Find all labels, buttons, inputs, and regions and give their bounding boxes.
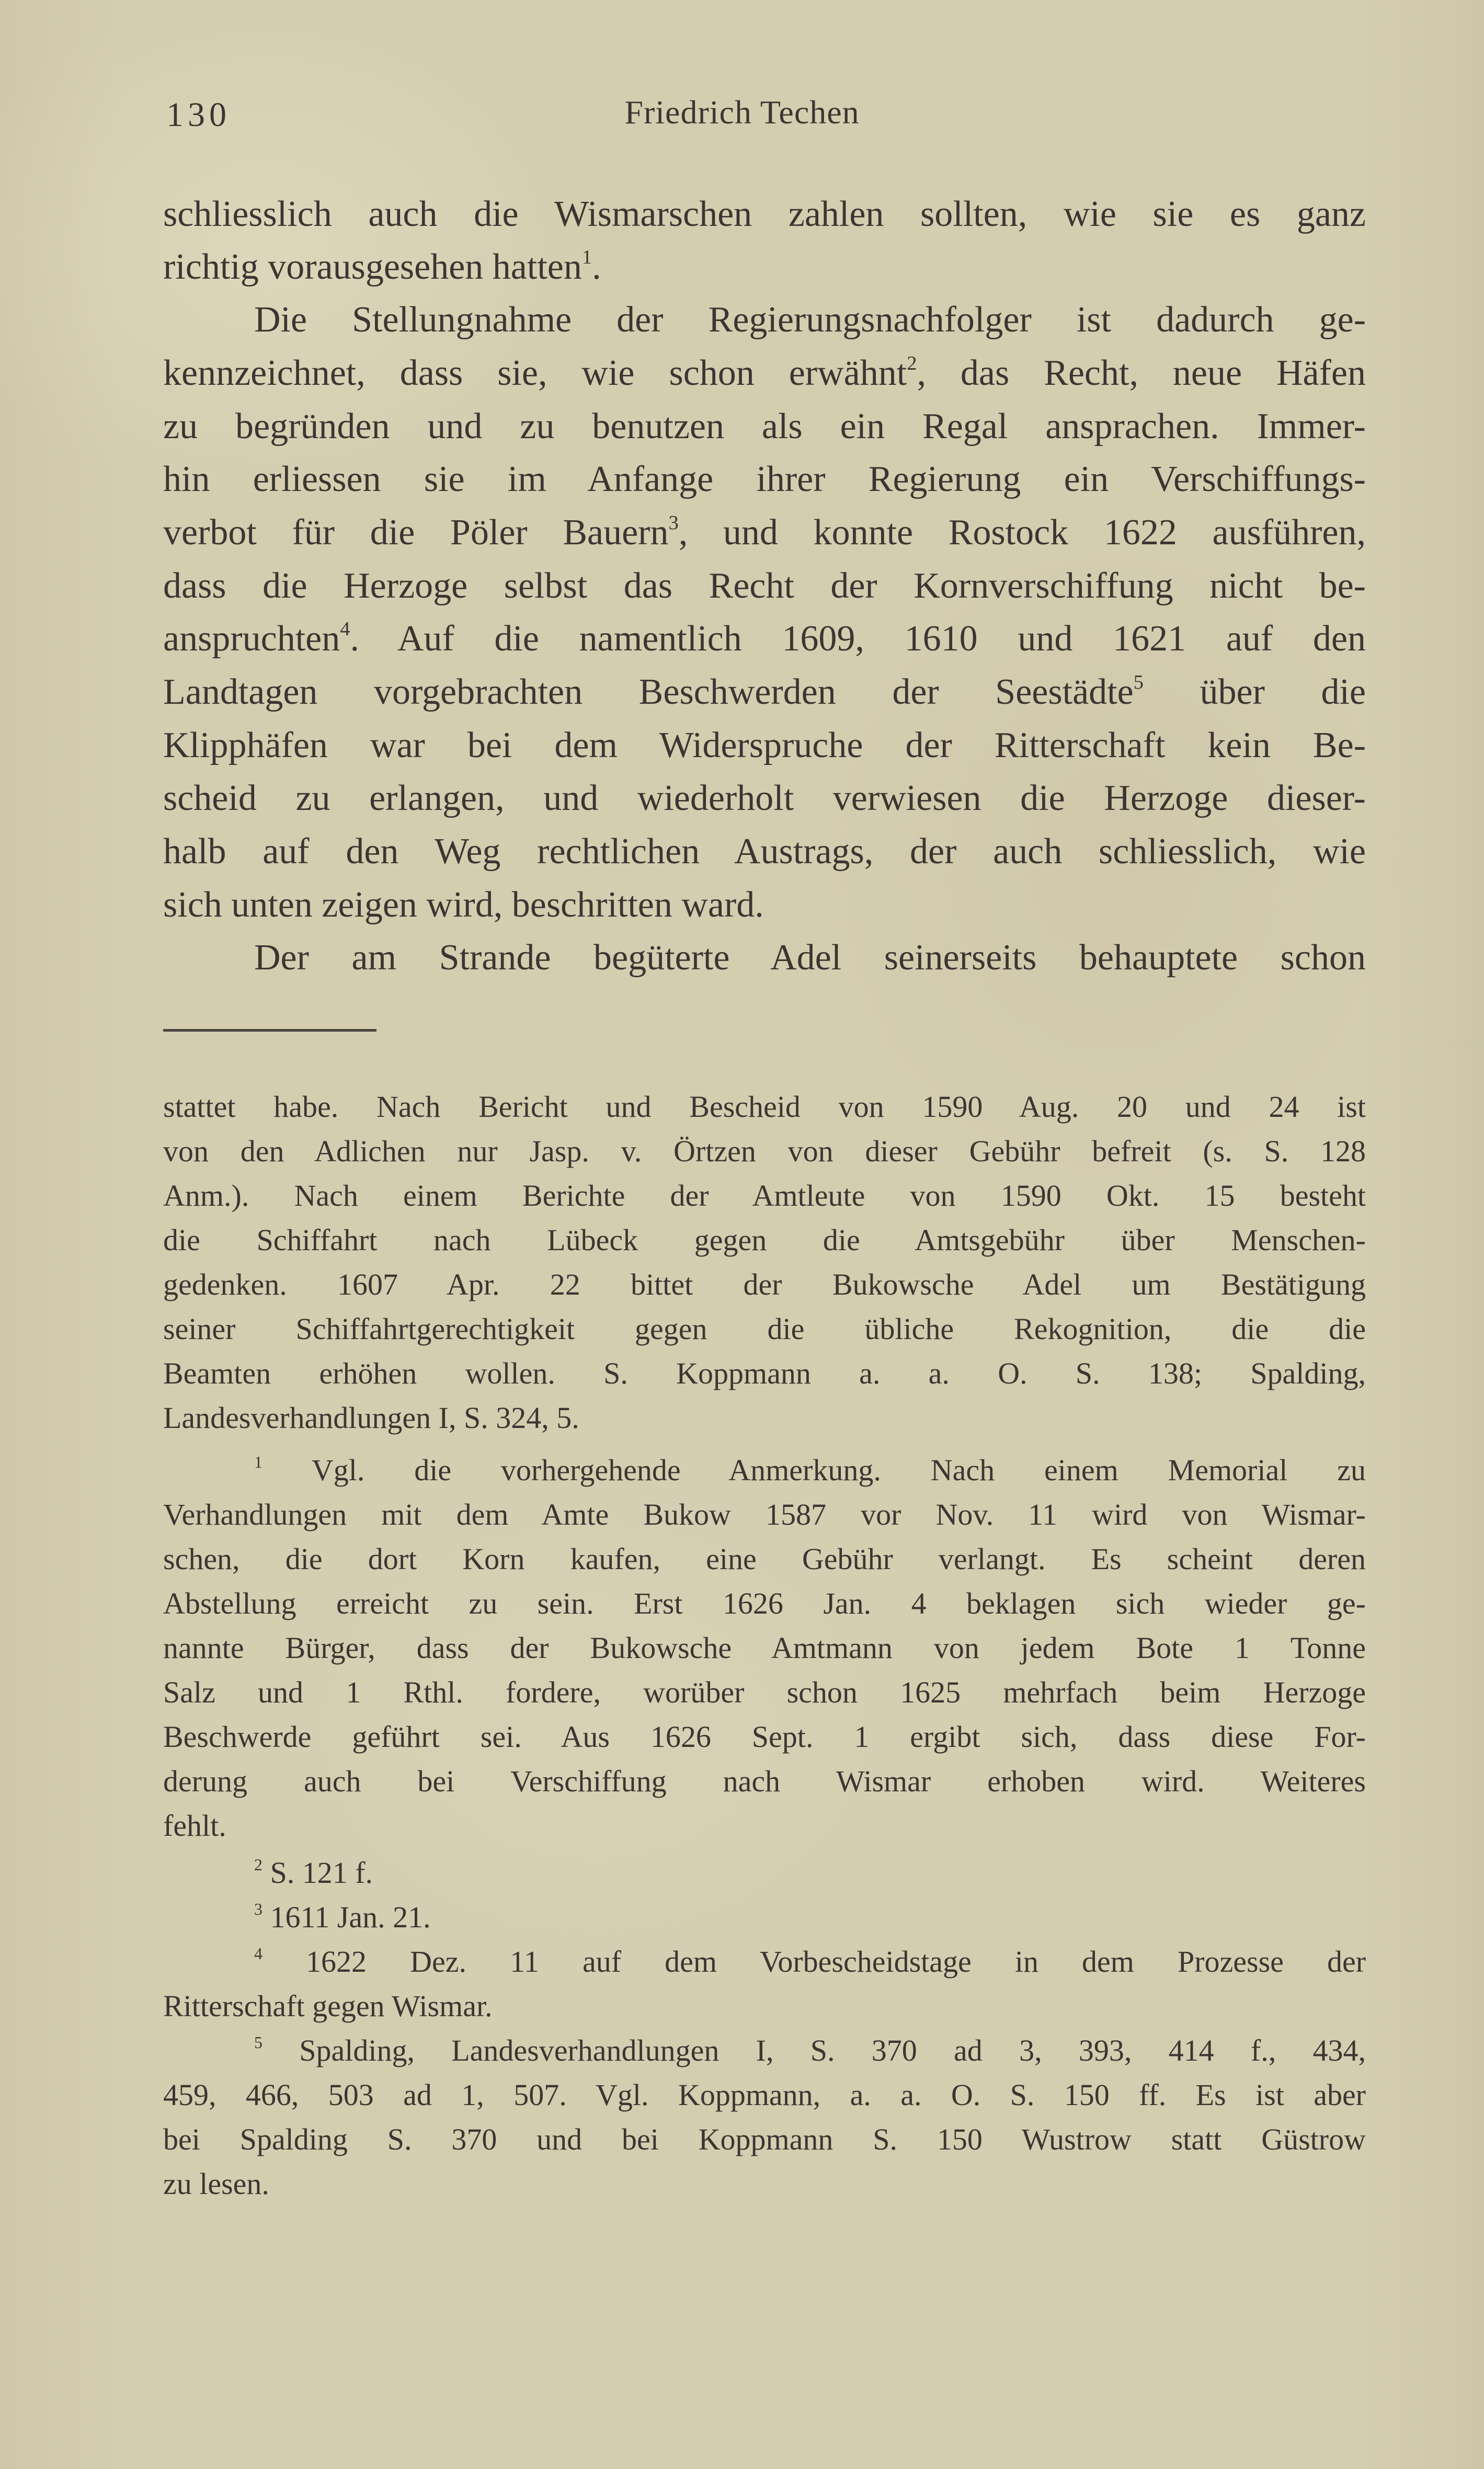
line-text: kennzeichnet, dass sie, wie schon erwähnt [163,353,907,393]
line-text: Vgl. die vorhergehende Anmerkung. Nach einem Memorial zu [311,1453,1366,1487]
footnote-ref[interactable]: 5 [1133,671,1144,694]
body-line [163,401,1366,453]
line-text: Klipphäfen war bei dem Widerspruche der Ritterschaft kein Be- [163,725,1366,765]
footnote-line: zu lesen. [163,2167,269,2201]
footnote-line: seiner Schiffahrtgerechtigkeit gegen die übliche Rekognition, die die [163,1312,1366,1346]
line-text: scheid zu erlangen, und wiederholt verwiesen die Herzoge dieser- [163,778,1366,818]
line-text: 1622 Dez. 11 auf dem Vorbescheidstage in dem Prozesse der [306,1945,1366,1979]
body-line [163,879,1366,931]
footnote-line: von den Adlichen nur Jasp. v. Örtzen von dieser Gebühr befreit (s. S. 128 [163,1134,1366,1168]
line-text: sich unten zeigen wird, beschritten ward. [163,885,764,925]
body-line [163,772,1366,825]
line-text: über die [1143,672,1366,712]
line-text: S. 121 f. [270,1856,373,1890]
footnote-number: 2 [254,1856,262,1874]
footnote-ref[interactable]: 1 [581,246,592,269]
footnote-ref[interactable]: 4 [340,618,350,641]
footnote-line [254,2029,1366,2073]
footnote-line: Anm.). Nach einem Berichte der Amtleute von 1590 Okt. 15 besteht [163,1179,1366,1213]
line-text: halb auf den Weg rechtlichen Austrags, der auch schliesslich, wie [163,831,1366,872]
body-line [163,241,1366,293]
line-text: . [592,247,601,287]
footnote-line [254,1448,1366,1492]
footnote-line: bei Spalding S. 370 und bei Koppmann S. 150 Wustrow statt Güstrow [163,2122,1366,2156]
line-text: Der am Strande begüterte Adel seinerseits behauptete schon [254,938,1366,978]
footnote-number: 5 [254,2033,262,2052]
body-line [163,188,1366,241]
footnote-line: Salz und 1 Rthl. fordere, worüber schon 1625 mehrfach beim Herzoge [163,1675,1366,1709]
body-line [163,613,1366,665]
line-text: , und konnte Rostock 1622 ausführen, [678,512,1366,553]
line-text: anspruchten [163,619,340,659]
footnote-line [254,1940,1366,1984]
line-text: Spalding, Landesverhandlungen I, S. 370 ad 3, 393, 414 f., 434, [299,2033,1366,2067]
footnote-line: Beamten erhöhen wollen. S. Koppmann a. a. O. S. 138; Spalding, [163,1356,1366,1390]
line-text: schliesslich auch die Wismarschen zahlen sollten, wie sie es ganz [163,194,1366,234]
footnote-line [254,1895,1366,1939]
body-line [163,719,1366,772]
footnote-separator-rule [163,1029,376,1032]
line-text: verbot für die Pöler Bauern [163,512,669,553]
footnote-line: schen, die dort Korn kaufen, eine Gebühr verlangt. Es scheint deren [163,1542,1366,1576]
footnote-ref[interactable]: 2 [907,352,917,375]
running-head: Friedrich Techen [624,94,860,131]
footnote-line: Landesverhandlungen I, S. 324, 5. [163,1401,579,1435]
footnote-line: stattet habe. Nach Bericht und Bescheid von 1590 Aug. 20 und 24 ist [163,1090,1366,1124]
footnote-line: Beschwerde geführt sei. Aus 1626 Sept. 1 ergibt sich, dass diese For- [163,1720,1366,1754]
footnote-line: gedenken. 1607 Apr. 22 bittet der Bukowsche Adel um Bestätigung [163,1267,1366,1301]
page-number: 130 [166,96,231,134]
footnote-line: Verhandlungen mit dem Amte Bukow 1587 vor Nov. 11 wird von Wismar- [163,1498,1366,1531]
line-text: richtig vorausgesehen hatten [163,247,582,287]
footnote-ref[interactable]: 3 [668,512,679,534]
footnote-line: derung auch bei Verschiffung nach Wismar erhoben wird. Weiteres [163,1764,1366,1798]
body-line [163,826,1366,878]
body-line [163,453,1366,506]
footnote-line [254,1851,1366,1895]
footnote-line: fehlt. [163,1809,226,1843]
footnote-line: 459, 466, 503 ad 1, 507. Vgl. Koppmann, a. a. O. S. 150 ff. Es ist aber [163,2078,1366,2112]
footnote-line: nannte Bürger, dass der Bukowsche Amtmann von jedem Bote 1 Tonne [163,1631,1366,1665]
body-line [163,507,1366,559]
line-text: zu begründen und zu benutzen als ein Regal ansprachen. Immer- [163,406,1366,447]
footnote-line: Abstellung erreicht zu sein. Erst 1626 Jan. 4 beklagen sich wieder ge- [163,1586,1366,1620]
line-text: dass die Herzoge selbst das Recht der Kornverschiffung nicht be- [163,566,1366,606]
line-text: , das Recht, neue Häfen [917,353,1366,393]
body-line [163,560,1366,612]
line-text: Die Stellungnahme der Regierungsnachfolger ist dadurch ge- [254,300,1366,340]
line-text: hin erliessen sie im Anfange ihrer Regierung ein Verschiffungs- [163,459,1366,499]
footnote-line: die Schiffahrt nach Lübeck gegen die Amtsgebühr über Menschen- [163,1223,1366,1257]
line-text: . Auf die namentlich 1609, 1610 und 1621 auf den [350,619,1366,659]
line-text: Landtagen vorgebrachten Beschwerden der Seestädte [163,672,1134,712]
line-text: 1611 Jan. 21. [270,1900,431,1934]
paragraph-start-line [254,294,1366,346]
footnote-number: 1 [254,1453,262,1472]
footnote-number: 3 [254,1900,262,1919]
body-line [163,347,1366,399]
paragraph-start-line [254,932,1366,984]
footnote-line: Ritterschaft gegen Wismar. [163,1989,493,2023]
body-line [163,666,1366,718]
footnote-number: 4 [254,1945,262,1963]
